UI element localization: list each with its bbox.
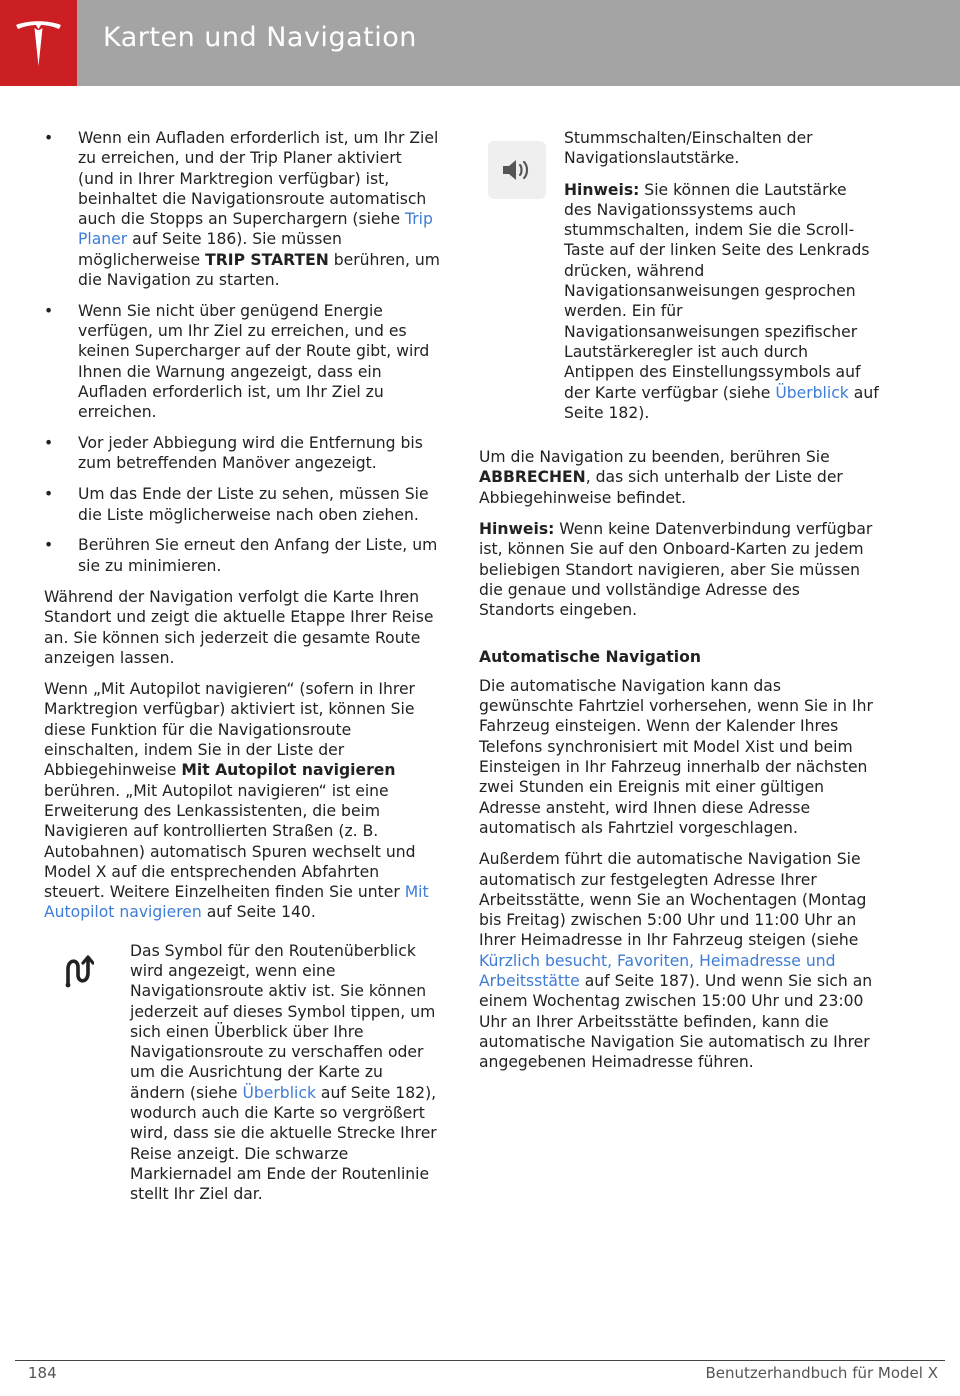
paragraph-autopilot: Wenn „Mit Autopilot navigieren“ (sofern in Ihrer Marktregion verfügbar) aktiviert ist, können Sie diese Funktion für die Navigationsroute einschalten, indem Sie in der Liste der Abbiegehinweise Mit Autopilot navigieren berühren. „Mit Autopilot navigieren“ ist eine Erweiterung des Lenkassistenten, die beim Navigieren auf kontrollierten Straßen (z. B. Autobahnen) automatisch Spuren wechselt und Model X auf die entsprechenden Abfahrten steuert. Weitere Einzelheiten finden Sie unter Mit Autopilot navigieren auf Seite 140. <box>44 680 429 922</box>
recent-favorites-link[interactable]: Kürzlich besucht, Favoriten, Heimadresse und Arbeitsstätte <box>479 951 836 990</box>
footer-title: Benutzerhandbuch für Model X <box>705 1364 938 1382</box>
tesla-logo-icon <box>14 19 63 68</box>
note-offline: Hinweis: Wenn keine Datenverbindung verfügbar ist, können Sie auf den Onboard-Karten zu jedem beliebigen Standort navigieren, aber Sie müssen die genaue und vollständige Adresse des Standorts eingeben. <box>479 520 873 620</box>
list-item: • Berühren Sie erneut den Anfang der Liste, um sie zu minimieren. <box>44 536 438 575</box>
volume-block <box>479 128 879 423</box>
paragraph-auto-1: Die automatische Navigation kann das gewünschte Fahrtziel vorhersehen, wenn Sie in Ihr Fahrzeug einsteigen. Wenn der Kalender Ihres Telefons synchronisiert mit Model Xist und beim Einsteigen in Ihr Fahrzeug innerhalb der nächsten zwei Stunden ein Ereignis mit einer gültigen Adresse ansteht, wird Ihnen diese Adresse automatisch als Fahrtziel vorgeschlagen. <box>479 676 873 837</box>
chapter-title: Karten und Navigation <box>103 22 417 53</box>
left-column <box>44 128 442 1205</box>
volume-note: Hinweis: Sie können die Lautstärke des Navigationssystems auch stummschalten, indem Sie die Scroll-Taste auf der linken Seite des Lenkrads drücken, während Navigationsanweisungen gesprochen werden. Ein für Navigationsanweisungen spezifischer Lautstärkeregler ist auch durch Antippen des Einstellungssymbols auf der Karte verfügbar (siehe Überblick auf Seite 182). <box>564 180 879 422</box>
bullet-list <box>44 128 442 576</box>
page-number: 184 <box>28 1364 57 1382</box>
autopilot-link[interactable]: Mit Autopilot navigieren <box>44 883 429 922</box>
paragraph-auto-2: Außerdem führt die automatische Navigation Sie automatisch zur festgelegten Adresse Ihrer Arbeitsstätte, wenn Sie an Wochentagen (Montag bis Freitag) zwischen 5:00 Uhr und 11:00 Uhr an Ihrer Heimadresse in Ihr Fahrzeug steigen (siehe Kürzlich besucht, Favoriten, Heimadresse und Arbeitsstätte auf Seite 187). Und wenn Sie sich an einem Wochentag zwischen 15:00 Uhr und 23:00 Uhr an Ihrer Arbeitsstätte befinden, kann die automatische Navigation Sie automatisch zu Ihrer angegebenen Heimadresse führen. <box>479 850 873 1072</box>
page-header <box>0 0 960 86</box>
tesla-logo <box>0 0 77 86</box>
route-overview-text: Das Symbol für den Routenüberblick wird angezeigt, wenn eine Navigationsroute aktiv ist. Sie können jederzeit auf dieses Symbol tippen, um sich einen Überblick über Ihre Navigationsroute zu verschaffen oder um die Ausrichtung der Karte zu ändern (siehe Überblick auf Seite 182), wodurch auch die Karte so vergrößert wird, dass sie die aktuelle Strecke Ihrer Reise anzeigt. Die schwarze Markiernadel am Ende der Routenlinie stellt Ihr Ziel dar. <box>130 941 437 1204</box>
list-item: • Wenn Sie nicht über genügend Energie verfügen, um Ihr Ziel zu erreichen, und es keinen Supercharger auf der Route gibt, wird Ihnen die Warnung angezeigt, dass ein Aufladen erforderlich ist, um Ihr Ziel zu erreichen. <box>44 301 430 422</box>
list-item: • Vor jeder Abbiegung wird die Entfernung bis zum betreffenden Manöver angezeigt. <box>44 434 423 473</box>
paragraph-end-navigation: Um die Navigation zu beenden, berühren Sie ABBRECHEN, das sich unterhalb der Liste der Abbiegehinweise befindet. <box>479 448 843 507</box>
right-column <box>479 128 879 1083</box>
volume-line: Stummschalten/Einschalten der Navigationslautstärke. <box>564 129 813 168</box>
autopilot-label: Mit Autopilot navigieren <box>181 761 396 780</box>
list-item: • Um das Ende der Liste zu sehen, müssen Sie die Liste möglicherweise nach oben ziehen. <box>44 485 429 524</box>
trip-starten-label: TRIP STARTEN <box>205 250 329 269</box>
ueberblick-link-2[interactable]: Überblick <box>775 383 849 402</box>
list-item: • Wenn ein Aufladen erforderlich ist, um Ihr Ziel zu erreichen, und der Trip Planer aktiviert (und in Ihrer Marktregion verfügbar) ist, beinhaltet die Navigationsroute automatisch auch die Stopps an Superchargern (siehe Trip Planer auf Seite 186). Sie müssen möglicherweise TRIP STARTEN berühren, um die Navigation zu starten. <box>44 129 440 290</box>
footer-divider <box>15 1360 945 1361</box>
abbrechen-label: ABBRECHEN <box>479 468 586 487</box>
ueberblick-link[interactable]: Überblick <box>242 1083 316 1102</box>
volume-text <box>564 128 879 423</box>
trip-planer-link[interactable]: Trip Planer <box>78 210 433 249</box>
paragraph-route-tracking: Während der Navigation verfolgt die Karte Ihren Standort und zeigt die aktuelle Etappe Ihrer Reise an. Sie können sich jederzeit die gesamte Route anzeigen lassen. <box>44 587 434 667</box>
speaker-icon <box>488 141 546 199</box>
section-heading: Automatische Navigation <box>479 647 701 666</box>
route-overview-block <box>44 941 442 1205</box>
route-overview-icon <box>62 953 94 996</box>
